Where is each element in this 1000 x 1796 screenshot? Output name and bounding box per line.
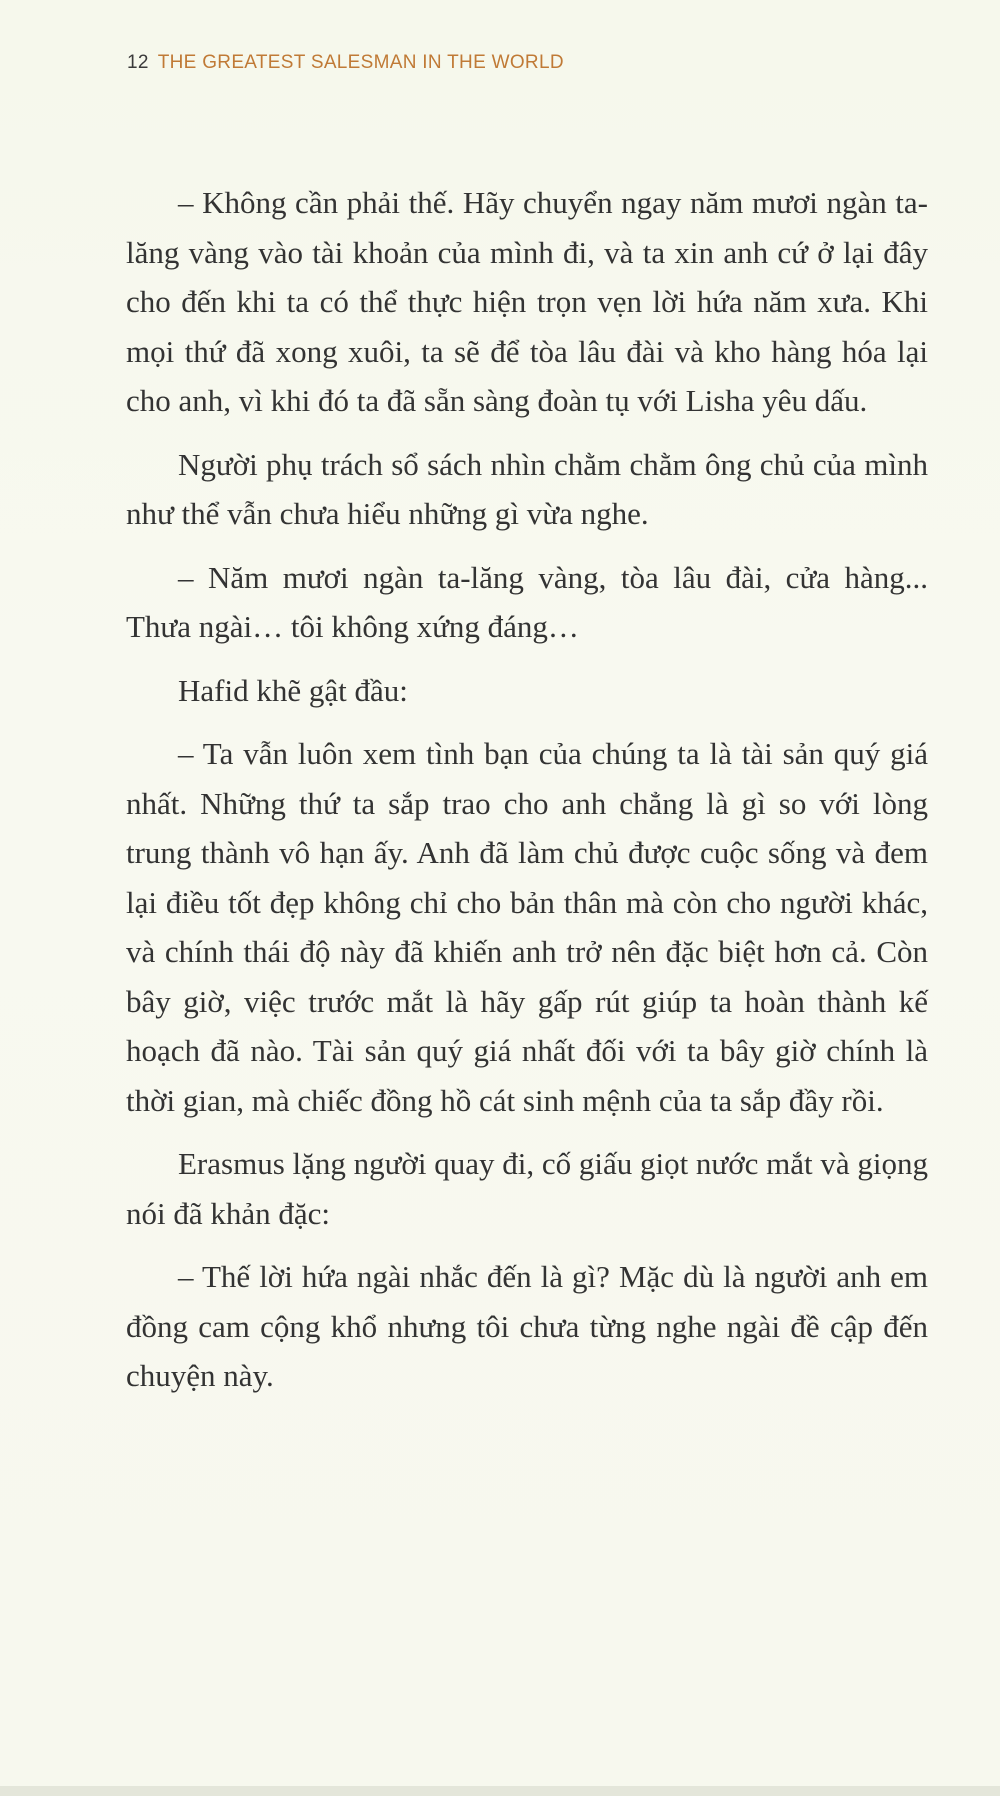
running-title: THE GREATEST SALESMAN IN THE WORLD [157,52,564,73]
paragraph: Hafid khẽ gật đầu: [178,672,408,708]
page-number: 12 [127,52,149,73]
body-text [126,178,928,1415]
paragraph: Người phụ trách sổ sách nhìn chằm chằm ông chủ của mình như thể vẫn chưa hiểu những gì vừa nghe. [126,446,928,531]
paragraph: Erasmus lặng người quay đi, cố giấu giọt nước mắt và giọng nói đã khản đặc: [126,1146,928,1231]
paragraph: – Thế lời hứa ngài nhắc đến là gì? Mặc dù là người anh em đồng cam cộng khổ nhưng tôi chưa từng nghe ngài đề cập đến chuyện này. [126,1259,928,1393]
page-bottom-edge [0,1786,1000,1796]
paragraph: – Năm mươi ngàn ta-lăng vàng, tòa lâu đài, cửa hàng... Thưa ngài… tôi không xứng đáng… [126,559,928,644]
running-header [127,52,564,74]
paragraph: – Ta vẫn luôn xem tình bạn của chúng ta là tài sản quý giá nhất. Những thứ ta sắp trao cho anh chẳng là gì so với lòng trung thành vô hạn ấy. Anh đã làm chủ được cuộc sống và đem lại điều tốt đẹp không chỉ cho bản thân mà còn cho người khác, và chính thái độ này đã khiến anh trở nên đặc biệt hơn cả. Còn bây giờ, việc trước mắt là hãy gấp rút giúp ta hoàn thành kế hoạch đã nào. Tài sản quý giá nhất đối với ta bây giờ chính là thời gian, mà chiếc đồng hồ cát sinh mệnh của ta sắp đầy rồi. [126,736,928,1118]
paragraph: – Không cần phải thế. Hãy chuyển ngay năm mươi ngàn ta-lăng vàng vào tài khoản của mình đi, và ta xin anh cứ ở lại đây cho đến khi ta có thể thực hiện trọn vẹn lời hứa năm xưa. Khi mọi thứ đã xong xuôi, ta sẽ để tòa lâu đài và kho hàng hóa lại cho anh, vì khi đó ta đã sẵn sàng đoàn tụ với Lisha yêu dấu. [126,185,928,418]
